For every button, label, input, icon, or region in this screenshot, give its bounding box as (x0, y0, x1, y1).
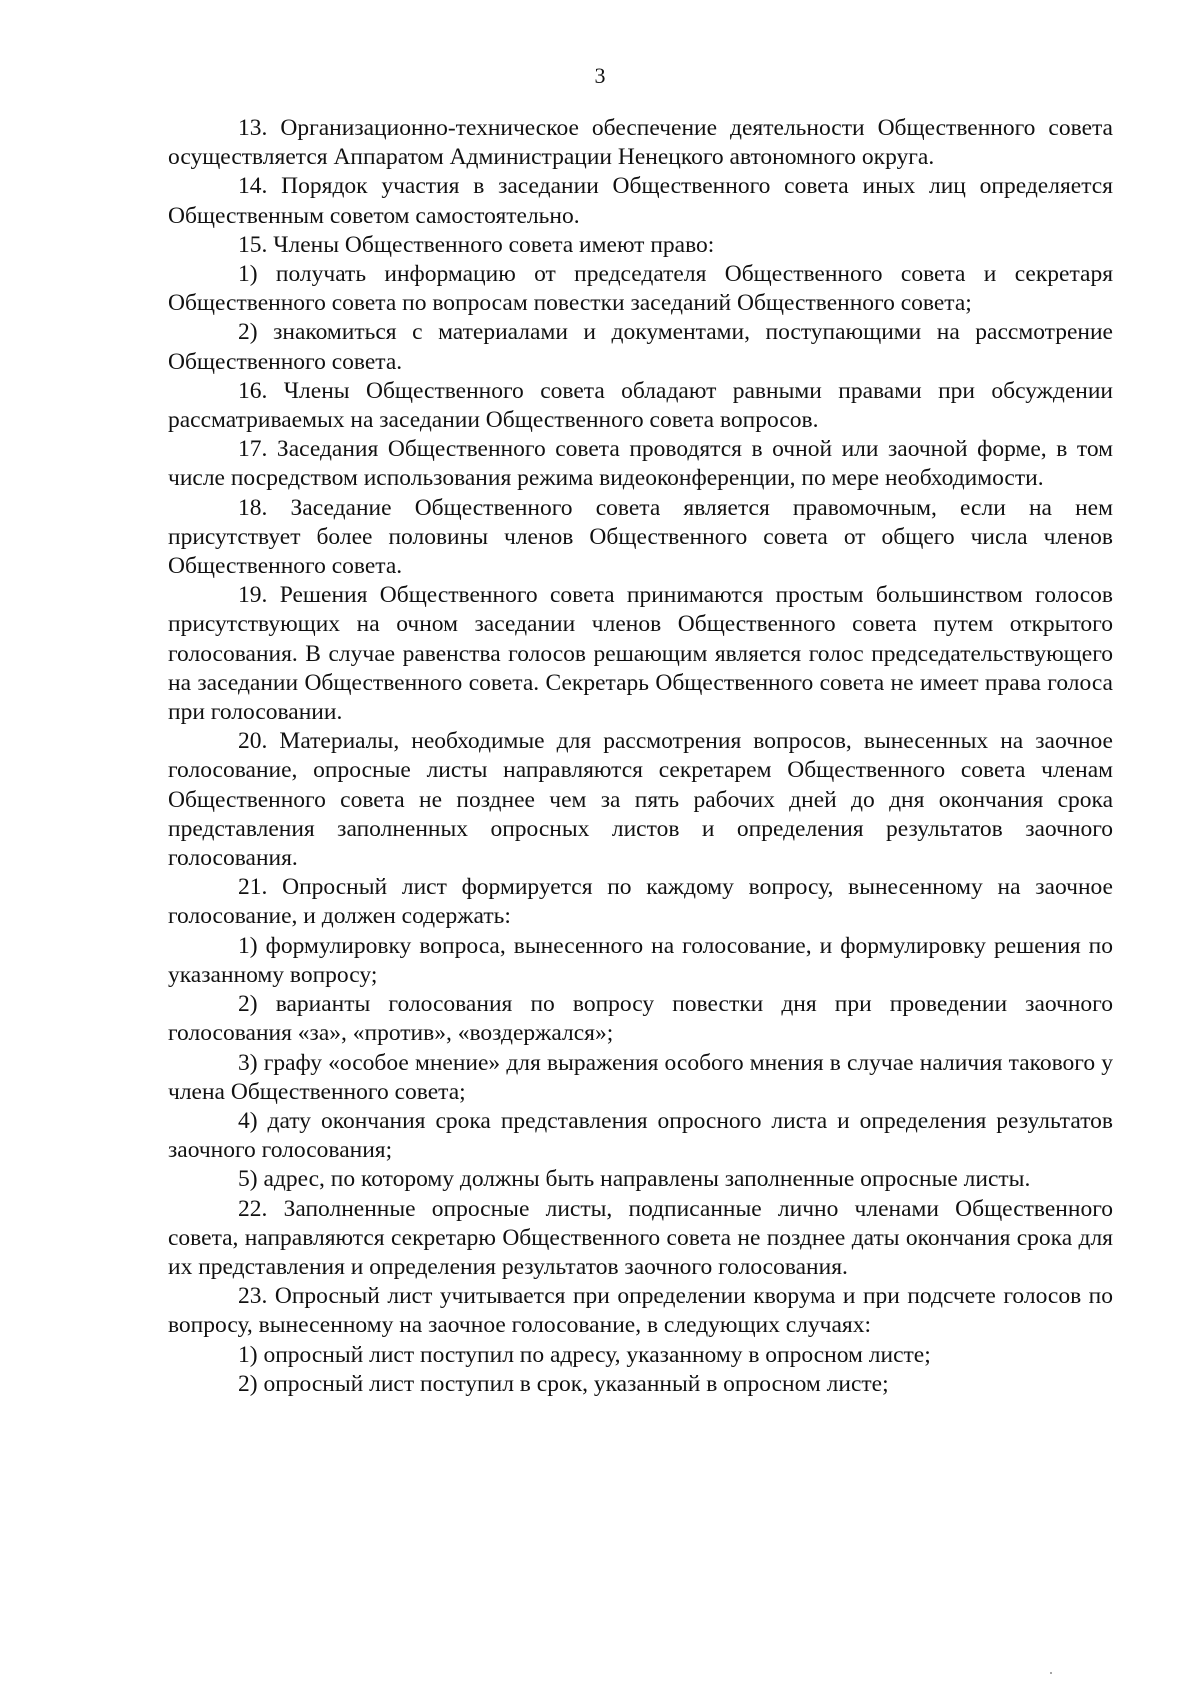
paragraph-20: 20. Материалы, необходимые для рассмотрения вопросов, вынесенных на заочное голосование, опросные листы направляются секретарем Общественного совета членам Общественного совета не позднее чем за пять рабочих дней до дня окончания срока представления заполненных опросных листов и определения результатов заочного голосования. (168, 728, 1113, 872)
paragraph-16: 16. Члены Общественного совета обладают равными правами при обсуждении рассматриваемых на заседании Общественного совета вопросов. (168, 377, 1113, 434)
paragraph-18: 18. Заседание Общественного совета является правомочным, если на нем присутствует более половины членов Общественного совета от общего числа членов Общественного совета. (168, 494, 1113, 580)
paragraph-21-item-4: 4) дату окончания срока представления опросного листа и определения результатов заочного голосования; (168, 1107, 1113, 1164)
paragraph-13: 13. Организационно-техническое обеспечение деятельности Общественного совета осуществляется Аппаратом Администрации Ненецкого автономного округа. (168, 115, 1113, 171)
paragraph-23-item-2: 2) опросный лист поступил в срок, указанный в опросном листе; (238, 1370, 889, 1397)
paragraph-21-item-5: 5) адрес, по которому должны быть направлены заполненные опросные листы. (238, 1166, 1031, 1193)
paragraph-21-item-3: 3) графу «особое мнение» для выражения особого мнения в случае наличия такового у члена Общественного совета; (168, 1049, 1113, 1105)
paragraph-15: 15. Члены Общественного совета имеют право: (238, 231, 715, 258)
paragraph-17: 17. Заседания Общественного совета проводятся в очной или заочной форме, в том числе посредством использования режима видеоконференции, по мере необходимости. (168, 436, 1113, 492)
scan-speck (1050, 1672, 1052, 1674)
paragraph-15-item-2: 2) знакомиться с материалами и документами, поступающими на рассмотрение Общественного совета. (168, 319, 1113, 375)
paragraph-15-item-1: 1) получать информацию от председателя Общественного совета и секретаря Общественного совета по вопросам повестки заседаний Общественного совета; (168, 261, 1113, 317)
paragraph-21: 21. Опросный лист формируется по каждому вопросу, вынесенному на заочное голосование, и должен содержать: (168, 874, 1113, 930)
paragraph-23-item-1: 1) опросный лист поступил по адресу, указанному в опросном листе; (238, 1341, 931, 1368)
paragraph-21-item-2: 2) варианты голосования по вопросу повестки дня при проведении заочного голосования «за», «против», «воздержался»; (168, 991, 1113, 1047)
paragraph-23: 23. Опросный лист учитывается при определении кворума и при подсчете голосов по вопросу, вынесенному на заочное голосование, в следующих случаях: (168, 1283, 1113, 1339)
paragraph-14: 14. Порядок участия в заседании Общественного совета иных лиц определяется Общественным советом самостоятельно. (168, 173, 1113, 229)
page-number: 3 (594, 63, 606, 88)
paragraph-21-item-1: 1) формулировку вопроса, вынесенного на голосование, и формулировку решения по указанному вопросу; (168, 932, 1113, 988)
paragraph-19: 19. Решения Общественного совета принимаются простым большинством голосов присутствующих на очном заседании членов Общественного совета путем открытого голосования. В случае равенства голосов решающим является голос председательствующего на заседании Общественного совета. Секретарь Общественного совета не имеет права голоса при голосовании. (168, 582, 1113, 726)
document-body (168, 114, 1113, 1399)
paragraph-22: 22. Заполненные опросные листы, подписанные лично членами Общественного совета, направляются секретарю Общественного совета не позднее даты окончания срока для их представления и определения результатов заочного голосования. (168, 1195, 1113, 1280)
